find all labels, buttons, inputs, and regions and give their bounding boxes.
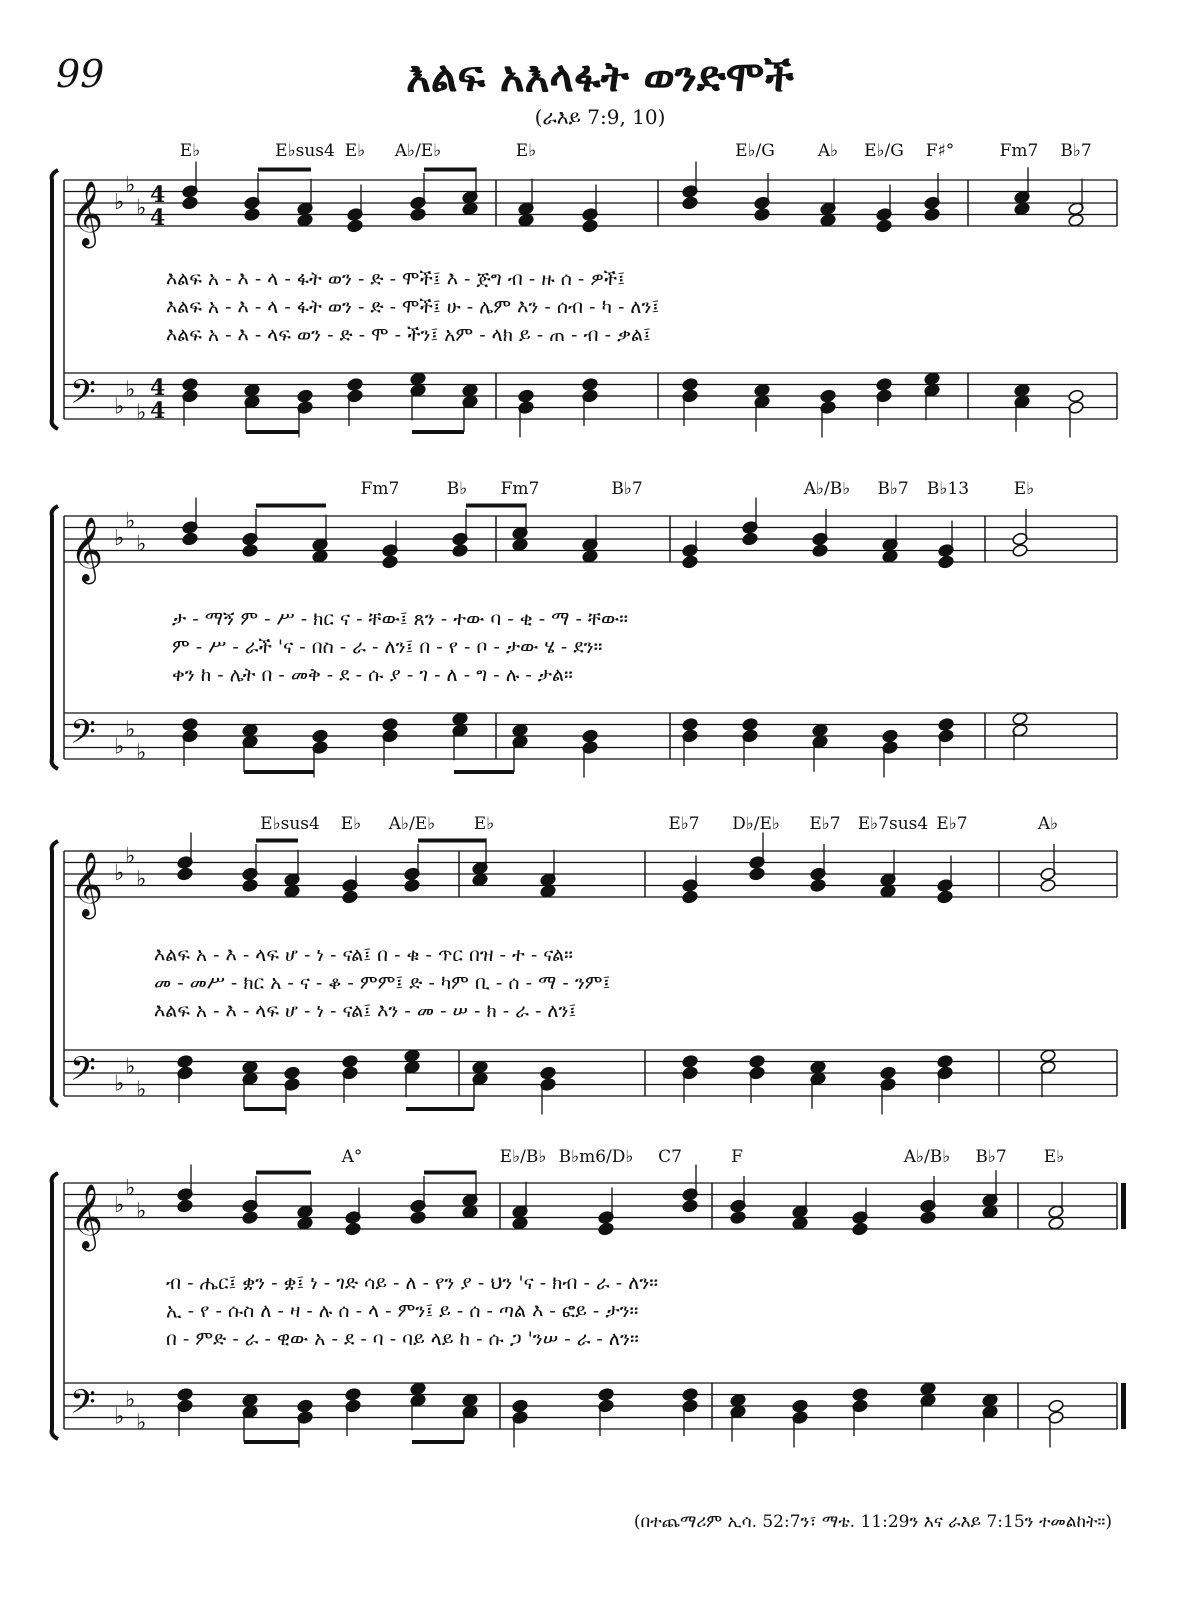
lyric-verse-3: በ - ምድ - ራ - ዊው አ - ደ - ባ - ባይ ላይ ከ - ሱ ጋ 'ንሠ - ራ - ለን።	[166, 1328, 639, 1350]
chord: A♭/E♭	[394, 141, 442, 161]
note-head	[1014, 202, 1031, 216]
note-head	[852, 1387, 869, 1401]
lyric-verse-2: ም - ሥ - ራች 'ና - በስ - ራ - ለን፤ በ - የ - ቦ - ታው ሄ - ደን።	[172, 636, 603, 658]
chord: E♭	[1013, 479, 1035, 499]
note-head	[404, 1049, 421, 1063]
chord: E♭sus4	[275, 141, 335, 161]
flat-icon: ♭	[125, 377, 136, 403]
note-head	[242, 723, 259, 737]
note-head	[284, 1066, 301, 1080]
note-head	[462, 1393, 479, 1407]
note-head	[920, 1382, 937, 1396]
chord: E♭	[473, 814, 495, 834]
flat-icon: ♭	[125, 508, 136, 534]
note-head	[242, 1210, 259, 1224]
chord: E♭/B♭	[499, 1147, 547, 1167]
note-head	[1014, 383, 1031, 397]
note-head	[512, 723, 529, 737]
flat-icon: ♭	[136, 1077, 147, 1103]
note-head	[682, 717, 699, 731]
chord: Fm7	[500, 479, 540, 499]
note-head	[812, 543, 829, 557]
note-head	[512, 1216, 529, 1230]
chord: A♭	[817, 141, 839, 161]
note-head	[452, 712, 469, 726]
lyric-verse-2: መ - መሥ - ክር አ - ና - ቆ - ምም፤ ድ - ካም ቢ - ሰ - ማ - ንም፤	[154, 972, 611, 994]
note-head	[177, 867, 194, 881]
note-head	[582, 377, 599, 391]
chord: E♭7sus4	[857, 814, 929, 834]
note-head	[297, 1216, 314, 1230]
note-head	[924, 372, 941, 386]
final-barline	[1121, 1383, 1126, 1429]
treble-clef-icon: 𝄞	[70, 1184, 104, 1249]
bass-clef-icon: 𝄢	[70, 1383, 96, 1430]
chord: F	[731, 1147, 743, 1167]
note-head	[1012, 543, 1029, 557]
system-bracket	[52, 506, 58, 769]
note-head	[462, 383, 479, 397]
note-head	[876, 377, 893, 391]
note-head	[342, 1054, 359, 1068]
note-head	[410, 1382, 427, 1396]
flat-icon: ♭	[114, 734, 125, 760]
flat-icon: ♭	[136, 400, 147, 426]
note-head	[812, 723, 829, 737]
note-head	[682, 1054, 699, 1068]
flat-icon: ♭	[125, 1387, 136, 1413]
chord: B♭7	[877, 479, 909, 499]
note-head	[462, 202, 479, 216]
chord: Fm7	[360, 479, 400, 499]
note-head	[938, 555, 955, 569]
note-head	[452, 543, 469, 557]
treble-clef-icon: 𝄞	[70, 517, 104, 582]
chord: B♭	[446, 479, 468, 499]
lyric-verse-3: ቀን ከ - ሌት በ - መቅ - ደ - ሱ ያ - ገ - ለ - ግ - ሉ - ታል።	[172, 664, 573, 686]
note-head	[882, 729, 899, 743]
flat-icon: ♭	[136, 531, 147, 557]
note-head	[982, 1393, 999, 1407]
time-signature: 4	[150, 182, 166, 208]
lyric-verse-3: እልፍ አ - እ - ላፍ ወን - ድ - ሞ - ችን፤ አም - ላክ ይ - ጠ - ብ - ቃል፤	[166, 324, 651, 346]
note-head	[410, 207, 427, 221]
note-head	[518, 213, 535, 227]
note-head	[598, 1387, 615, 1401]
note-head	[342, 890, 359, 904]
flat-icon: ♭	[136, 1198, 147, 1224]
note-head	[938, 717, 955, 731]
note-head	[382, 555, 399, 569]
flat-icon: ♭	[125, 1054, 136, 1080]
note-head	[312, 729, 329, 743]
lyric-verse-2: እልፍ አ - እ - ላ - ፋት ወን - ድ - ሞች፤ ሁ - ሌም እን - ሰብ - ካ - ለን፤	[166, 296, 660, 318]
note-head	[297, 389, 314, 403]
note-head	[924, 207, 941, 221]
flat-icon: ♭	[114, 526, 125, 551]
flat-icon: ♭	[136, 866, 147, 892]
flat-icon: ♭	[114, 190, 125, 215]
bass-clef-icon: 𝄢	[70, 713, 96, 760]
note-head	[810, 1060, 827, 1074]
chord: E♭	[340, 814, 362, 834]
chord: Fm7	[999, 141, 1039, 161]
note-head	[177, 1199, 194, 1213]
note-head	[920, 1210, 937, 1224]
system-bracket	[52, 170, 58, 429]
note-head	[242, 1060, 259, 1074]
note-head	[177, 1387, 194, 1401]
scripture-reference: (ራእይ 7:9, 10)	[534, 105, 666, 129]
note-head	[880, 1066, 897, 1080]
note-head	[598, 1222, 615, 1236]
note-head	[472, 1060, 489, 1074]
note-head	[682, 555, 699, 569]
note-head	[462, 1205, 479, 1219]
note-head	[1048, 1399, 1065, 1413]
flat-icon: ♭	[136, 1410, 147, 1436]
note-head	[937, 890, 954, 904]
chord: B♭7	[611, 479, 643, 499]
song-title: እልፍ አእላፋት ወንድሞች	[405, 52, 794, 101]
note-head	[345, 1222, 362, 1236]
lyric-verse-1: ታ - ማኝ ም - ሥ - ክር ና - ቸው፤ ጸን - ተው ባ - ቂ - ማ - ቸው።	[172, 608, 629, 630]
flat-icon: ♭	[125, 717, 136, 743]
note-head	[1012, 712, 1029, 726]
note-head	[182, 377, 199, 391]
note-head	[177, 1054, 194, 1068]
chord: E♭7	[936, 814, 968, 834]
note-head	[749, 867, 766, 881]
chord: A♭/E♭	[388, 814, 436, 834]
system-bracket	[52, 841, 58, 1106]
chord: E♭/G	[735, 141, 775, 161]
note-head	[754, 207, 771, 221]
final-barline	[1121, 1183, 1126, 1229]
chord: B♭7	[975, 1147, 1007, 1167]
note-head	[297, 213, 314, 227]
chord: A°	[341, 1147, 363, 1167]
note-head	[810, 878, 827, 892]
note-head	[410, 372, 427, 386]
note-head	[820, 389, 837, 403]
flat-icon: ♭	[125, 172, 136, 198]
bass-clef-icon: 𝄢	[70, 373, 96, 420]
chord: B♭13	[926, 479, 970, 499]
note-head	[404, 878, 421, 892]
note-head	[242, 1393, 259, 1407]
flat-icon: ♭	[114, 1404, 125, 1430]
time-signature: 4	[150, 205, 166, 231]
chord: E♭sus4	[260, 814, 320, 834]
note-head	[345, 1387, 362, 1401]
note-head	[1040, 878, 1057, 892]
chord: A♭	[1037, 814, 1059, 834]
note-head	[244, 383, 261, 397]
note-head	[1048, 1216, 1065, 1230]
chord: E♭7	[809, 814, 841, 834]
chord: F♯°	[925, 141, 955, 161]
note-head	[876, 219, 893, 233]
treble-clef-icon: 𝄞	[70, 852, 104, 917]
note-head	[820, 213, 837, 227]
chord: E♭	[344, 141, 366, 161]
time-signature: 4	[150, 398, 166, 424]
flat-icon: ♭	[136, 740, 147, 766]
note-head	[347, 219, 364, 233]
note-head	[284, 884, 301, 898]
lyric-verse-1: ብ - ሔር፤ ቋን - ቋ፤ ነ - ገድ ሳይ - ለ - የን ያ - ህን 'ና - ክብ - ራ - ለን።	[166, 1272, 659, 1294]
chord: E♭7	[668, 814, 700, 834]
note-head	[472, 873, 489, 887]
flat-icon: ♭	[114, 861, 125, 886]
note-head	[730, 1393, 747, 1407]
note-head	[540, 1066, 557, 1080]
lyric-verse-3: እልፍ አ - እ - ላፍ ሆ - ነ - ናል፤ እን - መ - ሠ - ክ - ራ - ለን፤	[154, 1000, 577, 1022]
bass-clef-icon: 𝄢	[70, 1050, 96, 1097]
note-head	[347, 377, 364, 391]
flat-icon: ♭	[114, 1071, 125, 1097]
note-head	[512, 538, 529, 552]
note-head	[1040, 1049, 1057, 1063]
system-bracket	[52, 1173, 58, 1439]
note-head	[182, 532, 199, 546]
note-head	[312, 549, 329, 563]
note-head	[382, 717, 399, 731]
flat-icon: ♭	[136, 195, 147, 221]
flat-icon: ♭	[125, 843, 136, 869]
lyric-verse-1: እልፍ አ - እ - ላ - ፋት ወን - ድ - ሞች፤ እ - ጅግ ብ - ዙ ሰ - ዎች፤	[166, 268, 626, 290]
note-head	[982, 1205, 999, 1219]
lyric-verse-1: እልፍ አ - እ - ላፍ ሆ - ነ - ናል፤ በ - ቁ - ጥር በዝ - ተ - ናል።	[154, 944, 574, 966]
chord: A♭/B♭	[803, 479, 851, 499]
note-head	[182, 196, 199, 210]
chord: B♭m6/D♭	[558, 1147, 634, 1167]
note-head	[1068, 389, 1085, 403]
lyric-verse-2: ኢ - የ - ሱስ ለ - ዛ - ሉ ሰ - ላ - ምን፤ ይ - ሰ - ጣል እ - ፎይ - ታን።	[166, 1300, 639, 1322]
time-signature: 4	[150, 375, 166, 401]
note-head	[682, 196, 699, 210]
chord: E♭	[515, 141, 537, 161]
note-head	[937, 1054, 954, 1068]
chord: E♭	[1043, 1147, 1065, 1167]
song-number: 99	[56, 52, 105, 96]
note-head	[242, 543, 259, 557]
chord: C7	[658, 1147, 682, 1167]
note-head	[682, 1387, 699, 1401]
note-head	[749, 1054, 766, 1068]
note-head	[582, 549, 599, 563]
chord: E♭	[179, 141, 201, 161]
note-head	[852, 1222, 869, 1236]
note-head	[1068, 213, 1085, 227]
note-head	[882, 549, 899, 563]
note-head	[742, 717, 759, 731]
note-head	[880, 884, 897, 898]
flat-icon: ♭	[114, 1193, 125, 1218]
note-head	[682, 890, 699, 904]
flat-icon: ♭	[125, 1175, 136, 1201]
note-head	[582, 729, 599, 743]
note-head	[792, 1216, 809, 1230]
note-head	[792, 1399, 809, 1413]
note-head	[682, 1199, 699, 1213]
note-head	[518, 389, 535, 403]
chord: D♭/E♭	[732, 814, 780, 834]
note-head	[182, 717, 199, 731]
note-head	[682, 377, 699, 391]
note-head	[540, 884, 557, 898]
chord: A♭/B♭	[903, 1147, 951, 1167]
treble-clef-icon: 𝄞	[70, 181, 104, 246]
note-head	[512, 1399, 529, 1413]
note-head	[742, 532, 759, 546]
note-head	[730, 1210, 747, 1224]
flat-icon: ♭	[114, 394, 125, 420]
chord: B♭7	[1060, 141, 1092, 161]
note-head	[244, 207, 261, 221]
note-head	[410, 1210, 427, 1224]
note-head	[242, 878, 259, 892]
chord: E♭/G	[864, 141, 904, 161]
note-head	[754, 383, 771, 397]
footer-cross-reference: (በተጨማሪም ኢሳ. 52:7ን፣ ማቴ. 11:29ን እና ራእይ 7:15ን ተመልከት።)	[633, 1512, 1112, 1532]
note-head	[582, 219, 599, 233]
note-head	[297, 1399, 314, 1413]
